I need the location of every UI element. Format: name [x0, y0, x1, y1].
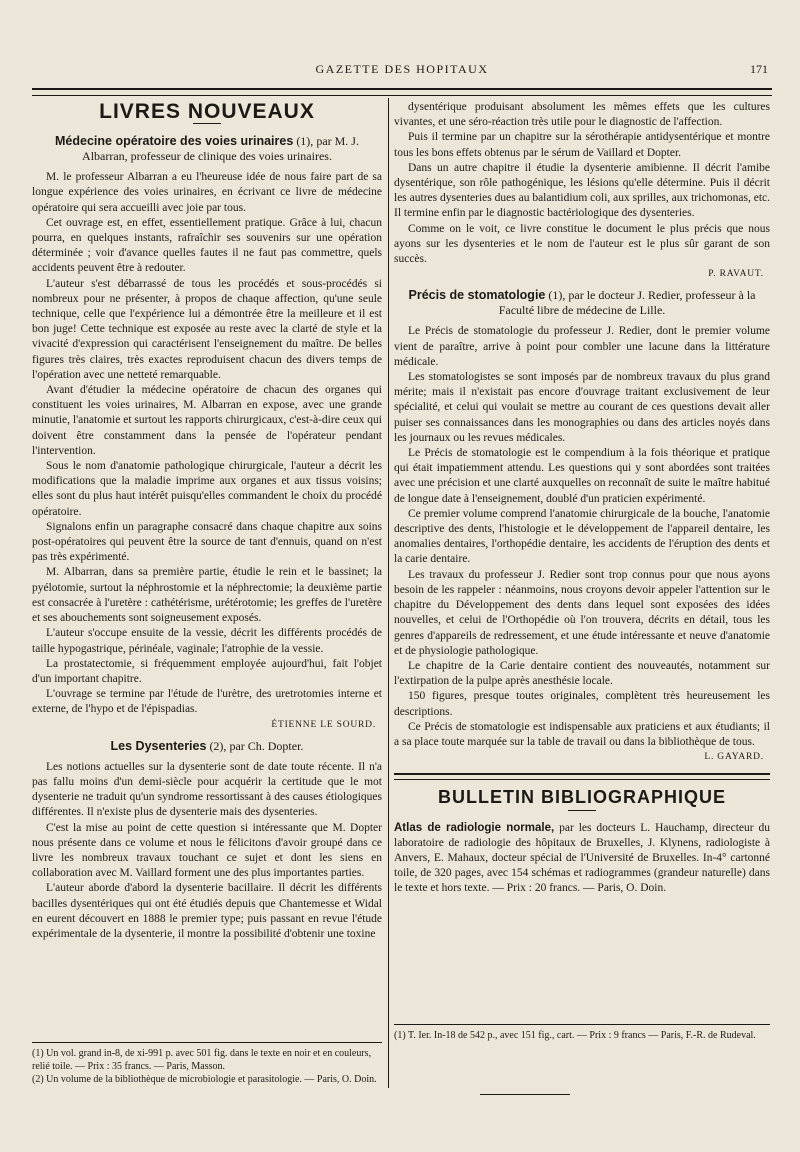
paragraph: Le Précis de stomatologie est le compendium à la fois théorique et pratique qui était impatiemment attendu. Les questions qui y sont abordées sont traitées avec une précision et une clarté auxquelles on reconnaît de suite le maître habitué de longue date à l'enseignement, doublé d'un praticien expérimenté.: [394, 447, 770, 505]
section-title: LIVRES NOUVEAUX: [99, 100, 315, 123]
review-body: [32, 170, 382, 717]
review-heading: [32, 134, 382, 164]
paragraph: Puis il termine par un chapitre sur la sérothérapie antidysentérique et montre tous les bons effets obtenus par le sérum de Vaillard et Dopter.: [394, 131, 770, 159]
book-author: par Ch. Dopter.: [229, 738, 304, 753]
paragraph: Les stomatologistes se sont imposés par de nombreux travaux du plus grand mérite; mais il n'existait pas encore d'ouvrage traitant exclusivement de leur spécialité, et celui qui voulait se mettre au courant de ces questions devait aller puiser ses connaissances dans les monographies ou dans des articles noyés dans les journaux ou les revues médicales.: [394, 371, 770, 444]
bulletin-title: BULLETIN BIBLIOGRAPHIQUE: [438, 787, 726, 808]
end-rule: [480, 1094, 570, 1095]
paragraph: La prostatectomie, si fréquemment employée aujourd'hui, fait l'objet d'un important chapitre.: [32, 657, 382, 685]
book-author: par M. J. Albarran, professeur de clinique des voies urinaires.: [82, 134, 359, 164]
paragraph: Le chapitre de la Carie dentaire contient des nouveautés, notamment sur l'extirpation de la pulpe après anesthésie locale.: [394, 659, 770, 688]
page-header: [32, 60, 772, 82]
paragraph: Signalons enfin un paragraphe consacré dans chaque chapitre aux soins post-opératoires qui peuvent être la source de tant d'ennuis, quand on n'est pas très expérimenté.: [32, 520, 382, 564]
paragraph: Les notions actuelles sur la dysenterie sont de date toute récente. Il n'a pas fallu moins d'un demi-siècle pour acquérir la certitude que le mot dysenterie ne traduit qu'un syndrome ressortissant à des causes étiologiques différentes. Il n'existe plus de dysenterie mais des dysenteries.: [32, 760, 382, 819]
paragraph: Dans un autre chapitre il étudie la dysenterie amibienne. Il décrit l'amibe dysentérique, son rôle pathogénique, les lésions qu'elle détermine. Puis il décrit les autres dysenteries dues au balantidium coli, aux sprilles, aux trichomonas, etc. Il termine enfin par le diagnostic bactériologique des dysenteries.: [394, 161, 770, 220]
review-heading: [32, 739, 382, 754]
running-title: GAZETTE DES HOPITAUX: [315, 62, 489, 76]
footnote-ref: (1),: [296, 134, 314, 149]
paragraph: L'ouvrage se termine par l'étude de l'urètre, des uretrotomies interne et externe, de l'hypo et de l'épispadias.: [32, 688, 382, 716]
footnote: (1) Un vol. grand in-8, de xi-991 p. avec 501 fig. dans le texte en noir et en couleurs, relié toile. — Prix : 35 francs. — Paris, Masson.: [32, 1048, 372, 1072]
paragraph: Sous le nom d'anatomie pathologique chirurgicale, l'auteur a décrit les modifications que la maladie imprime aux organes et aux tissus voisins; elles sont du plus haut intérêt puisqu'elles commandent le choix du procédé opératoire.: [32, 460, 382, 518]
paragraph: L'auteur s'occupe ensuite de la vessie, décrit les différents procédés de taille hypogastrique, périnéale, vaginale; l'atrophie de la vessie.: [32, 627, 382, 655]
paragraph: Avant d'étudier la médecine opératoire de chacun des organes qui constituent les voies urinaires, M. Albarran en expose, avec une grande minutie, l'anatomie et surtout les rapports chirurgicaux, c'est-à-dire ceux qui doivent être constamment dans la pensée de l'opérateur pendant l'intervention.: [32, 384, 382, 457]
review-body: [394, 324, 770, 750]
book-title: Précis de stomatologie: [408, 288, 546, 303]
section-rule: [394, 773, 770, 780]
paragraph: Ce premier volume comprend l'anatomie chirurgicale de la bouche, l'anatomie descriptive des dents, l'histologie et le développement de l'appareil dentaire, les anomalies dentaires, l'orthopédie dentaire, les accidents de l'éruption des dents et la carie dentaire.: [394, 507, 770, 566]
title-rule: [193, 123, 221, 124]
paragraph: dysentérique produisant absolument les mêmes effets que les cultures vivantes, et une séro-réaction très utile pour le diagnostic de l'affection.: [394, 101, 770, 129]
paragraph: Ce Précis de stomatologie est indispensable aux praticiens et aux étudiants; il a sa place toute marquée sur la table de travail ou dans la bibliothèque de tous.: [394, 720, 770, 748]
review-signature: P. RAVAUT.: [708, 269, 764, 280]
column-divider: [388, 98, 389, 1088]
footnote: (1) T. Ier. In-18 de 542 p., avec 151 fig., cart. — Prix : 9 francs — Paris, F.-R. de Rudeval.: [394, 1030, 756, 1041]
bulletin-entry-title: Atlas de radiologie normale,: [394, 821, 555, 834]
paragraph: Le Précis de stomatologie du professeur J. Redier, dont le premier volume vient de paraître, arrive à point pour combler une lacune dans la littérature médicale.: [394, 325, 770, 368]
footnotes: [394, 1024, 770, 1042]
paragraph: M. Albarran, dans sa première partie, étudie le rein et le bassinet; la pyélotomie, surtout la néphrostomie et la néphrectomie; la deuxième partie est consacrée à l'uretère : cathétérisme, urétérotomie; les greffes de l'uretère et ses abouchements sont soigneusement exposés.: [32, 566, 382, 625]
right-column: [394, 100, 770, 897]
paragraph: L'auteur aborde d'abord la dysenterie bacillaire. Il décrit les différents bacilles dysentériques qui ont été étudiés depuis que Chantemesse et Widal en eurent découvert en 1888 le premier type; puis passant en revue l'étude expérimentale de la dysenterie, il montre la possibilité d'obtenir une toxine: [32, 882, 382, 940]
page-number: 171: [750, 62, 768, 76]
bulletin-entry: [394, 821, 770, 897]
paragraph: L'auteur s'est débarrassé de tous les procédés et sous-procédés si nombreux pour ne présenter, à propos de chaque affection, qu'une seule technique, celle que l'expérience lui a démontrée être la meilleure et il est bon juge! Cette technique est exposée au reste avec la clarté de style et la vivacité d'expression qui caractérisent l'enseignement du maître. De belles figures très claires, très exactes reproduisent chacun des divers temps de l'opération avec une netteté remarquable.: [32, 277, 382, 381]
review-heading: [394, 288, 770, 318]
title-rule: [568, 810, 596, 811]
book-author: par le docteur J. Redier, professeur à la Faculté libre de médecine de Lille.: [498, 288, 756, 318]
footnote-ref: (1),: [548, 288, 566, 303]
footnotes: [32, 1042, 382, 1086]
paragraph: M. le professeur Albarran a eu l'heureuse idée de nous faire part de sa longue expérience des voies urinaires, en écrivant ce livre de médecine opératoire qui sera accueilli avec joie par tous.: [32, 171, 382, 214]
left-column: [32, 100, 382, 942]
paragraph: Les travaux du professeur J. Redier sont trop connus pour que nous ayons besoin de les rappeler : néanmoins, nous croyons devoir appeler l'attention sur le chapitre du Développement des dents dans lequel sont exposées des idées nouvelles, et celui de l'Orthopédie où l'on trouvera, décrits en détail, tous les genres d'appareils de redressement, et une étude intéressante et neuve d'anatomie et de physiologie pathologique.: [394, 568, 770, 657]
footnote-ref: (2),: [209, 738, 227, 753]
book-title: Les Dysenteries: [110, 738, 207, 753]
bulletin-entry-text: par les docteurs L. Hauchamp, directeur du laboratoire de radiologie des hôpitaux de Bruxelles, J. Klynens, radiologiste à Anvers, E. Mahaux, docteur spécial de l'Université de Bruxelles. In-4° cartonné toile, de 320 pages, avec 154 schémas et radiogrammes (grandeur naturelle) dans le texte et hors texte. — Prix : 20 francs. — Paris, O. Doin.: [394, 821, 771, 895]
review-signature: ÉTIENNE LE SOURD.: [271, 719, 376, 730]
paragraph: C'est la mise au point de cette question si intéressante que M. Dopter nous présente dans ce volume et nous le félicitons d'avoir groupé dans ce livre les nombreux travaux touchant ce sujet et dont les siens en collaboration avec M. Vaillard forment une des plus importantes parties.: [32, 821, 382, 880]
book-title: Médecine opératoire des voies urinaires: [55, 134, 294, 149]
review-signature: L. GAYARD.: [704, 752, 764, 763]
header-rule: [32, 88, 772, 96]
paragraph: Comme on le voit, ce livre constitue le document le plus précis que nous ayons sur les dysenteries et le nom de l'auteur est le plus sûr garant de son succès.: [394, 222, 770, 266]
footnote: (2) Un volume de la bibliothèque de microbiologie et parasitologie. — Paris, O. Doin.: [32, 1074, 377, 1085]
review-body: [32, 760, 382, 942]
paragraph: Cet ouvrage est, en effet, essentiellement pratique. Grâce à lui, chacun pourra, en quelques instants, rafraîchir ses souvenirs sur une opération déterminée ; voir d'avance quelles fautes il ne faut pas commettre, quels accidents peuvent être à redouter.: [32, 216, 382, 275]
paragraph: 150 figures, presque toutes originales, complètent très heureusement les descriptions.: [394, 690, 770, 718]
review-continuation: [394, 100, 770, 267]
